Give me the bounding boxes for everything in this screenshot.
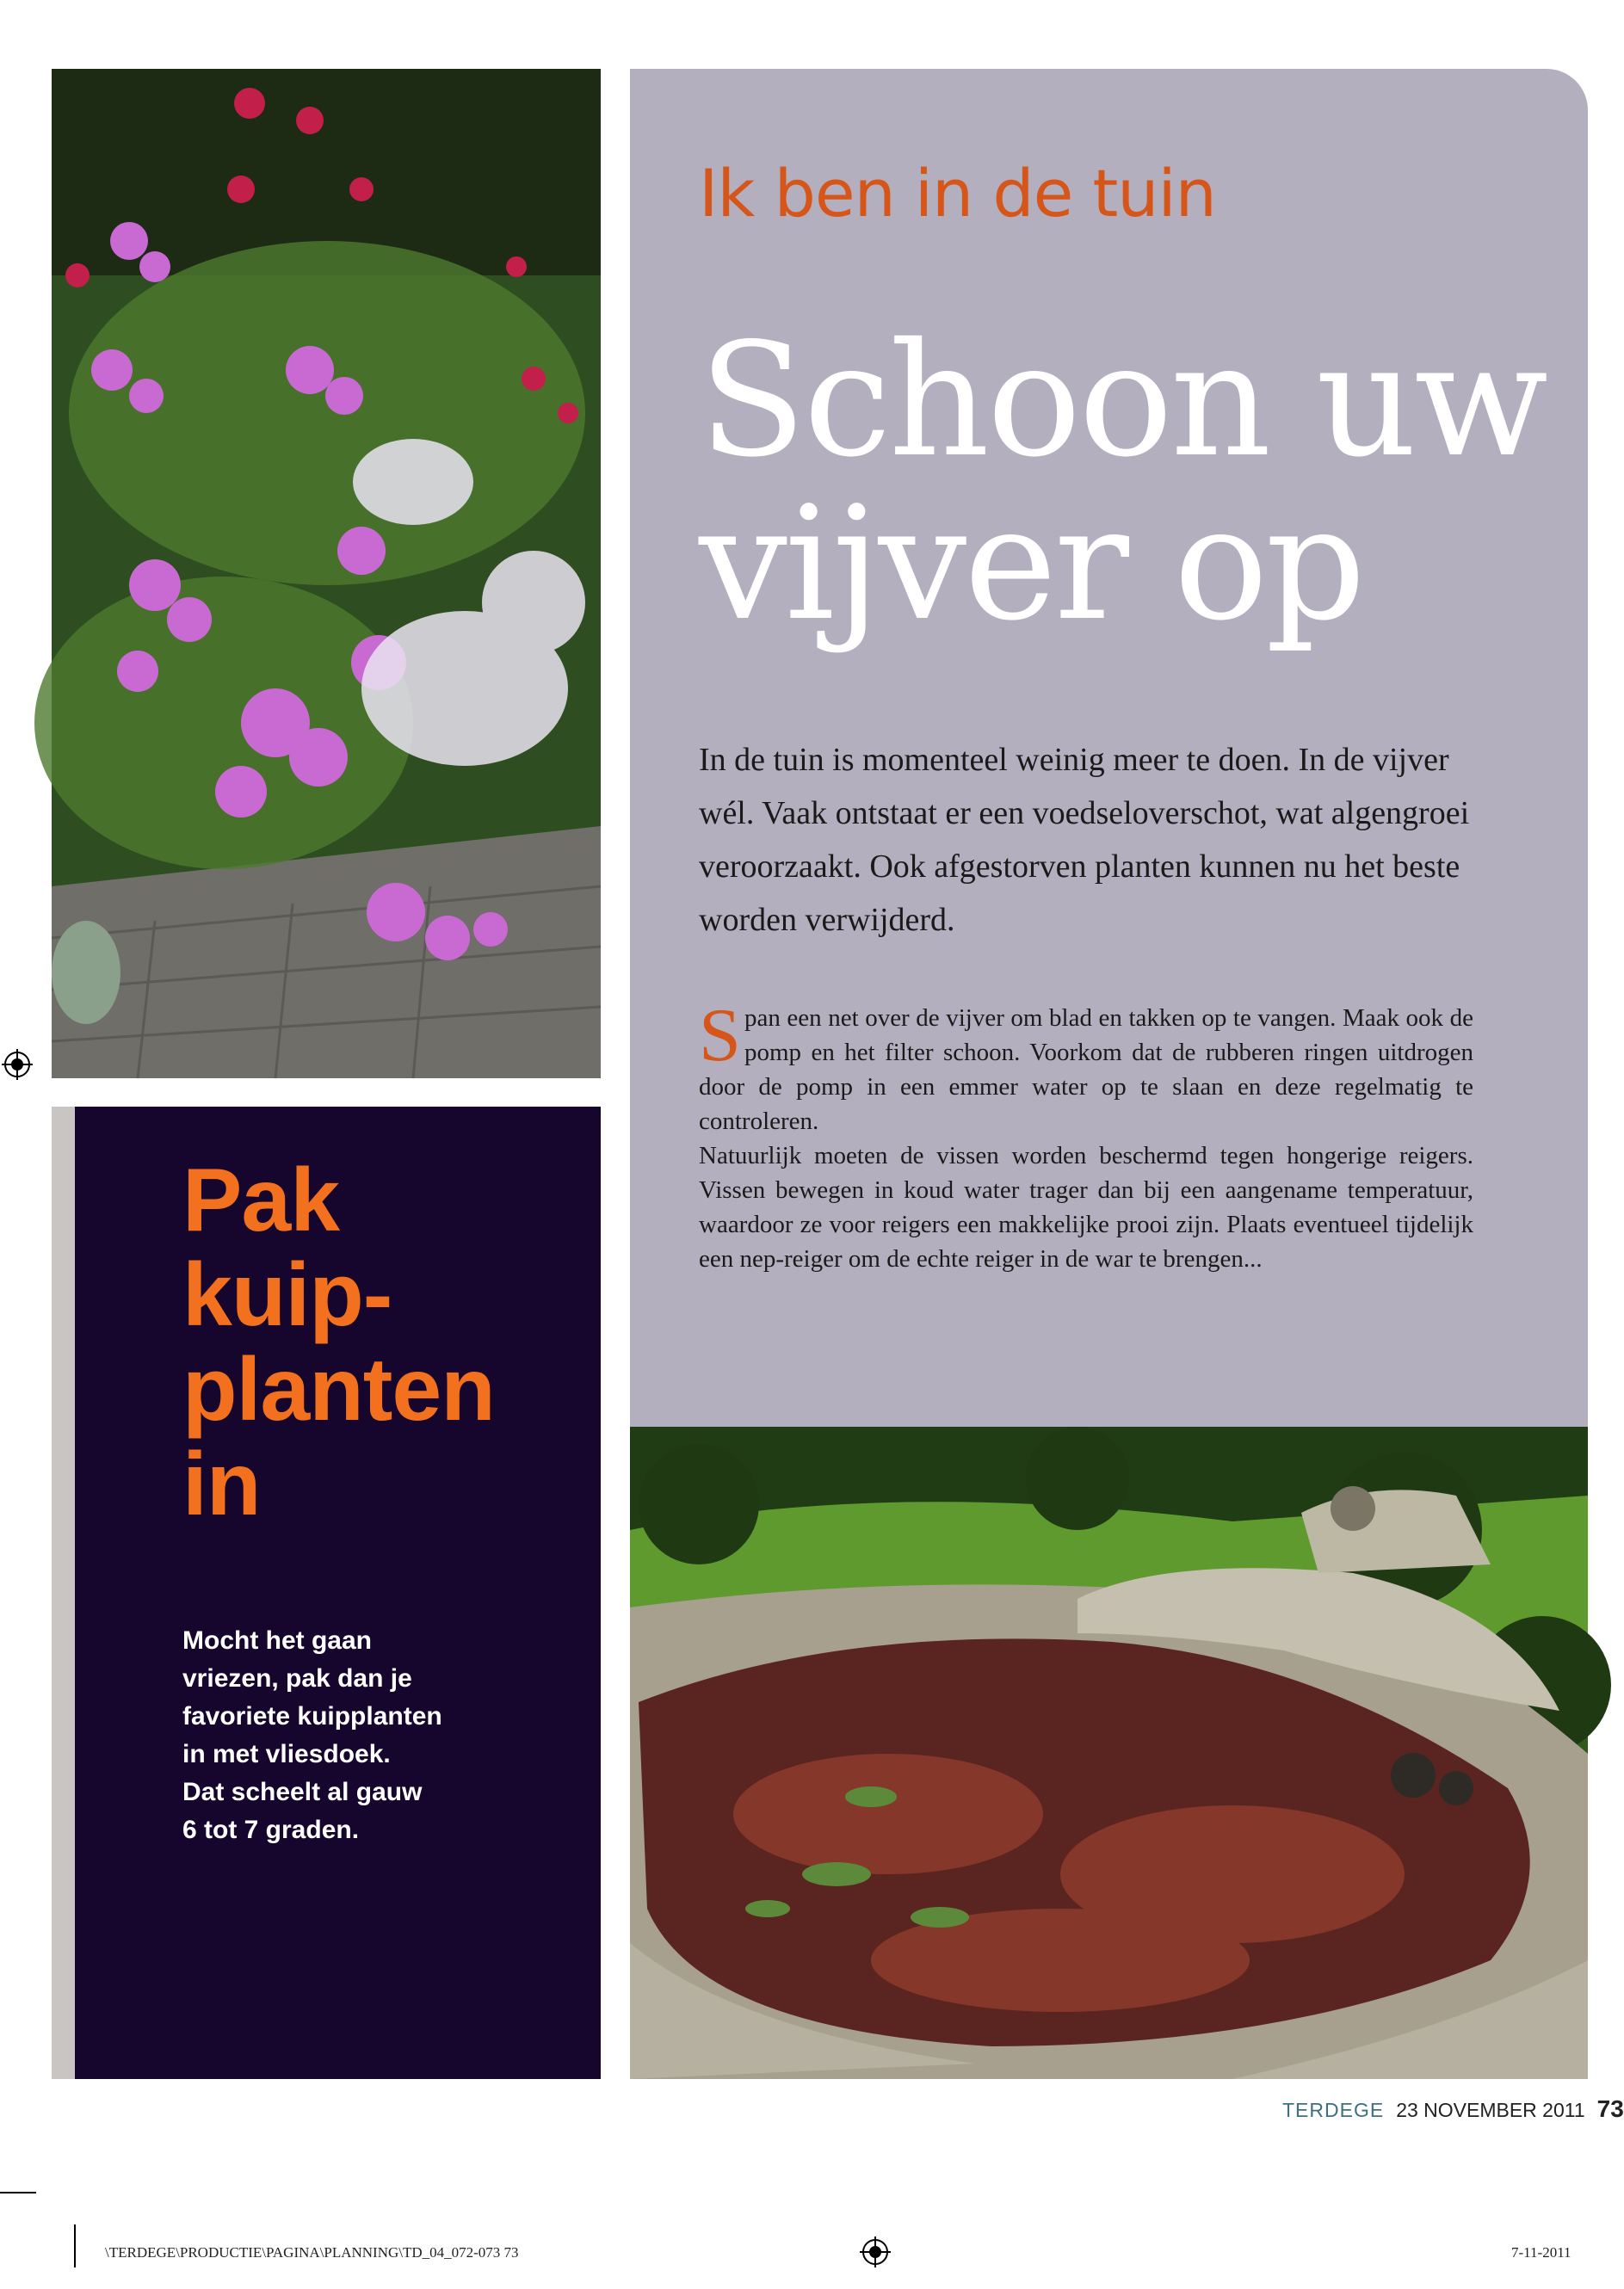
slug-path: \TERDEGE\PRODUCTIE\PAGINA\PLANNING\TD_04_072-073 73 <box>105 2244 519 2261</box>
slug-date: 7-11-2011 <box>1511 2244 1572 2261</box>
tip-body-line: favoriete kuipplanten <box>182 1702 442 1731</box>
lead-paragraph: In de tuin is momenteel weinig meer te doen. In de vijver wél. Vaak ontstaat er een voedseloverschot, wat algengroei veroorzaakt. Ook afgestorven planten kunnen nu het beste worden verwijderd. <box>699 742 1470 938</box>
tip-title-line: in <box>182 1434 261 1534</box>
body-paragraph <box>699 994 1473 1138</box>
pond-photo <box>630 1427 1588 2079</box>
tip-body-line: Mocht het gaan <box>182 1626 373 1655</box>
tip-body-line: 6 tot 7 graden. <box>182 1816 360 1844</box>
registration-mark-icon <box>860 2237 891 2267</box>
headline-line: Schoon uw <box>699 309 1547 491</box>
tip-body <box>182 1622 527 1849</box>
body-paragraph: Natuurlijk moeten de vissen worden beschermd tegen hongerige reigers. Vissen bewegen in koud water trager dan bij een aangename temperatuur, waardoor ze voor reigers een makkelijke prooi zijn. Plaats eventueel tijdelijk een nep-reiger om de echte reiger in de war te brengen... <box>699 1142 1473 1273</box>
section-kicker: Ik ben in de tuin <box>699 155 1216 231</box>
page-folio <box>1282 2095 1624 2123</box>
issue-date: 23 NOVEMBER 2011 <box>1396 2099 1585 2121</box>
page-number: 73 <box>1596 2095 1624 2122</box>
headline-line: vijver op <box>699 472 1363 655</box>
article-body <box>699 994 1473 1276</box>
tip-title-line: Pak <box>182 1151 340 1250</box>
flower-border-photo <box>52 69 601 1078</box>
tip-title <box>182 1153 578 1532</box>
tip-title-line: kuip- <box>182 1245 392 1345</box>
crop-mark <box>0 2192 36 2193</box>
tip-body-line: Dat scheelt al gauw <box>182 1778 423 1806</box>
drop-cap: S <box>699 994 741 1077</box>
tip-body-line: vriezen, pak dan je <box>182 1664 412 1693</box>
tip-title-line: planten <box>182 1340 495 1440</box>
registration-mark-icon <box>2 1049 33 1080</box>
tip-body-line: in met vliesdoek. <box>182 1740 391 1768</box>
edge-photo-strip <box>52 1107 75 2079</box>
magazine-name: TERDEGE <box>1282 2099 1385 2121</box>
crop-mark <box>74 2224 76 2267</box>
paragraph-text: pan een net over de vijver om blad en takken op te vangen. Maak ook de pomp en het filter schoon. Voorkom dat de rubberen ringen uitdrogen door de pomp in een emmer water op te slaan en deze regelmatig te controleren. <box>699 1004 1473 1135</box>
headline <box>699 309 1559 655</box>
